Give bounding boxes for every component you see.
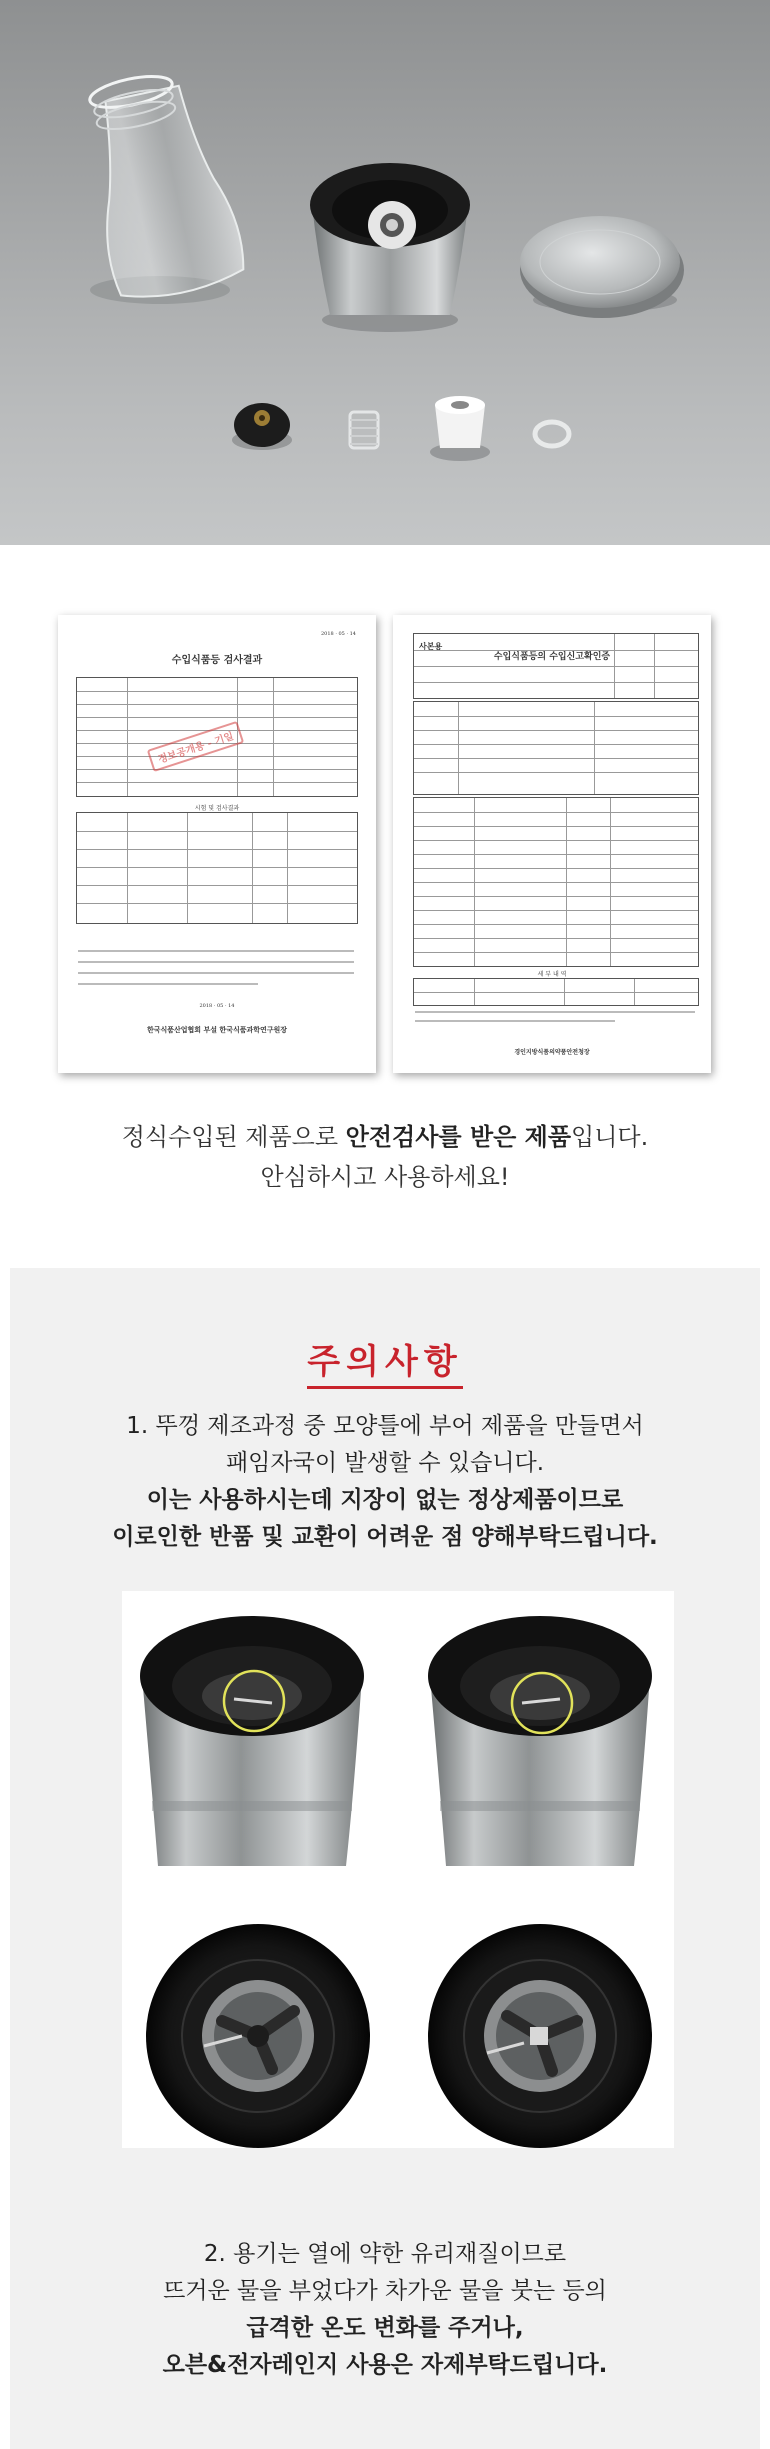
caution-title-underline [307, 1386, 463, 1389]
certification-description [0, 1117, 770, 1197]
cert-applicant-table [413, 701, 699, 795]
cert-corner-label: 사본용 [419, 641, 443, 651]
cert-issuer: 경인지방식품의약품안전청장 [514, 1049, 590, 1056]
ceramic-burr-part-image [430, 396, 490, 461]
cert-detail-table [413, 978, 699, 1006]
caution-note-2: 2. 용기는 열에 약한 유리재질이므로 뜨거운 물을 부었다가 차가운 물을 붓는 등의 급격한 온도 변화를 주거나, 오븐&전자레인지 사용은 자제부탁드립니다. [162, 2241, 608, 2378]
caution-title: 주의사항 [307, 1342, 463, 1382]
product-parts-photo [0, 0, 770, 545]
glass-jar-image [77, 70, 248, 305]
grinder-body-image [310, 163, 470, 332]
inspection-result-certificate [58, 615, 376, 1073]
cert-title: 수입식품등의 수입신고확인증 [493, 652, 611, 662]
black-knob-part-image [232, 403, 292, 450]
grinder-defect-photos [122, 1591, 674, 2148]
grinder-top-photo-right [428, 1924, 652, 2148]
cert-table-label: 시험 및 검사결과 [194, 805, 240, 812]
cert-table-label: 세 부 내 역 [537, 971, 567, 978]
cert-issue-date: 2018 · 05 · 14 [199, 1003, 235, 1009]
grinder-top-photo-left [146, 1924, 370, 2148]
certificates-section [0, 545, 770, 1191]
caution-section [10, 1268, 760, 2449]
cert-result-table [76, 812, 358, 924]
disclosure-stamp: 정보공개용 - 기일 [147, 721, 244, 772]
cert-date-line: 2018 · 05 · 14 [321, 631, 356, 637]
cert-header-table [413, 633, 699, 699]
cert-title: 수입식품등 검사결과 [171, 655, 263, 666]
cert-issuer: 한국식품산업협회 부설 한국식품과학연구원장 [146, 1025, 288, 1034]
caution-note-1: 1. 뚜껑 제조과정 중 모양틀에 부어 제품을 만들면서 패임자국이 발생할 수 있습니다. 이는 사용하시는데 지장이 없는 정상제품이므로 이로인한 반품 및 교환이 어려운 점 양해부탁드립니다. [112, 1413, 658, 1550]
import-declaration-certificate [393, 615, 711, 1073]
washer-part-image [535, 422, 569, 446]
description-line-2: 안심하시고 사용하세요! [260, 1163, 510, 1191]
grinder-side-photo-right [428, 1616, 652, 1866]
description-line-1: 정식수입된 제품으로 안전검사를 받은 제품입니다. [121, 1123, 649, 1151]
spring-part-image [350, 412, 378, 448]
grinder-side-photo-left [140, 1616, 364, 1866]
cert-product-table [413, 797, 699, 967]
steel-lid-image [520, 216, 684, 318]
